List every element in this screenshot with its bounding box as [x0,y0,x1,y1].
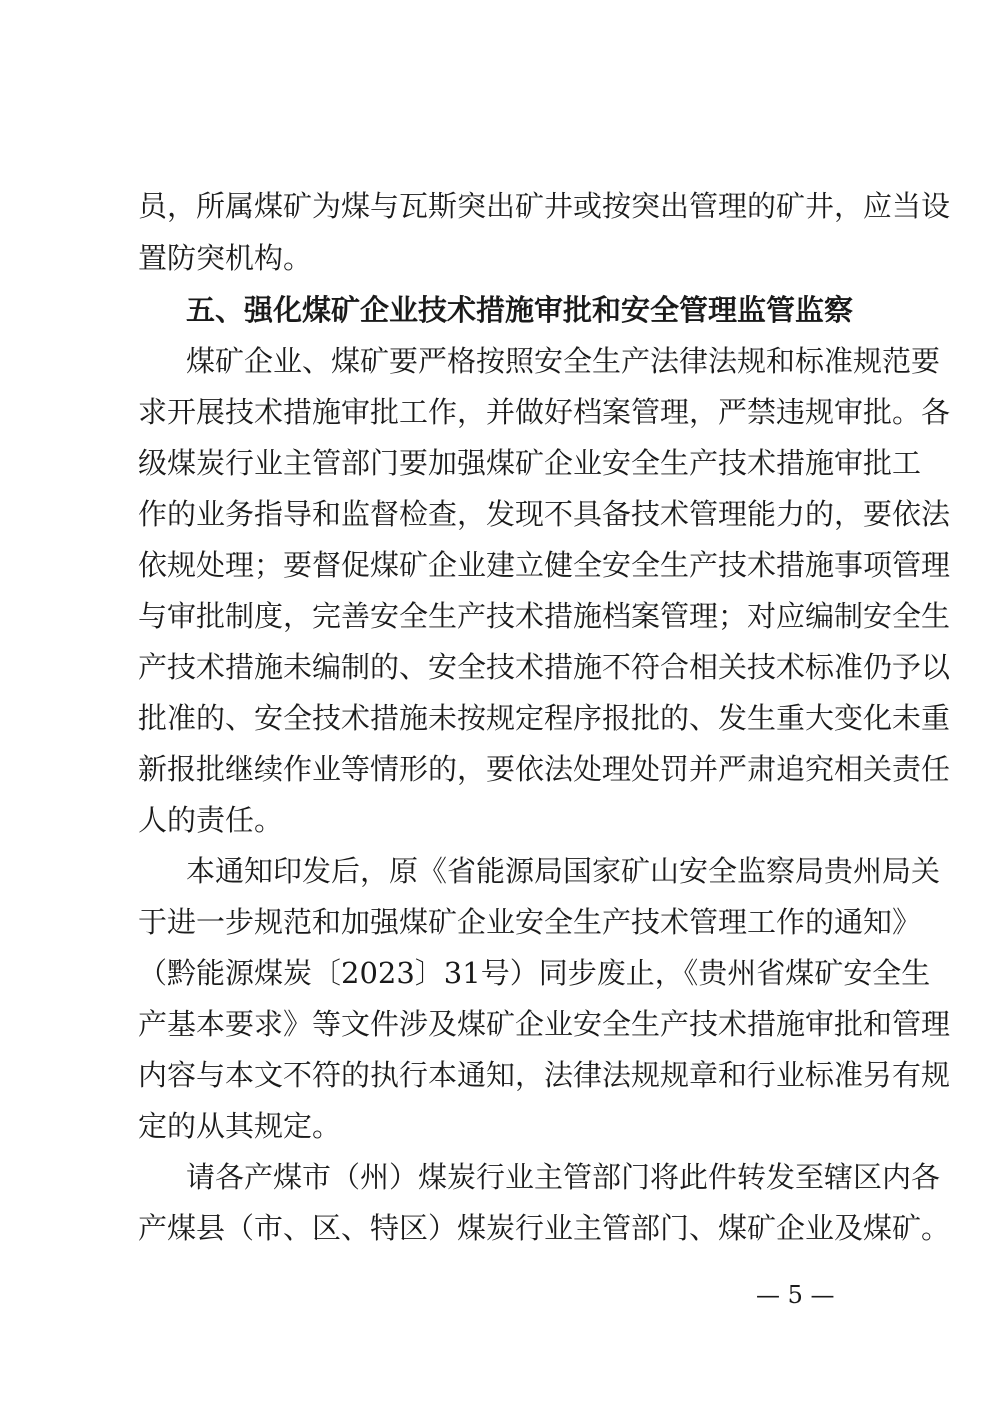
body-text-line: 定的从其规定。 [138,1109,342,1143]
body-text-line: 人的责任。 [138,803,284,837]
body-text-line: （黔能源煤炭〔2023〕31号）同步废止，《贵州省煤矿安全生 [138,956,931,990]
body-text-line: 本通知印发后，原《省能源局国家矿山安全监察局贵州局关 [186,854,941,888]
body-text-line: 求开展技术措施审批工作，并做好档案管理，严禁违规审批。各 [138,395,951,429]
body-text-line: 煤矿企业、煤矿要严格按照安全生产法律法规和标准规范要 [186,344,941,378]
body-text-line: 产基本要求》等文件涉及煤矿企业安全生产技术措施审批和管理 [138,1007,951,1041]
body-text-line: 内容与本文不符的执行本通知，法律法规规章和行业标准另有规 [138,1058,951,1092]
body-text-line: 于进一步规范和加强煤矿企业安全生产技术管理工作的通知》 [138,905,922,939]
body-text-line: 请各产煤市（州）煤炭行业主管部门将此件转发至辖区内各 [186,1160,941,1194]
page-number: — 5 — [756,1281,835,1309]
body-text-line: 级煤炭行业主管部门要加强煤矿企业安全生产技术措施审批工 [138,446,922,480]
body-text-line: 产煤县（市、区、特区）煤炭行业主管部门、煤矿企业及煤矿。 [138,1211,951,1245]
body-text-line: 与审批制度，完善安全生产技术措施档案管理；对应编制安全生 [138,599,951,633]
body-text-line: 员，所属煤矿为煤与瓦斯突出矿井或按突出管理的矿井，应当设 [138,189,951,223]
body-text-line: 批准的、安全技术措施未按规定程序报批的、发生重大变化未重 [138,701,951,735]
section-heading: 五、强化煤矿企业技术措施审批和安全管理监管监察 [186,293,854,327]
body-text-line: 产技术措施未编制的、安全技术措施不符合相关技术标准仍予以 [138,650,951,684]
body-text-line: 依规处理；要督促煤矿企业建立健全安全生产技术措施事项管理 [138,548,951,582]
body-text-line: 新报批继续作业等情形的，要依法处理处罚并严肃追究相关责任 [138,752,951,786]
body-text-line: 作的业务指导和监督检查，发现不具备技术管理能力的，要依法 [138,497,951,531]
body-text-line: 置防突机构。 [138,241,313,275]
